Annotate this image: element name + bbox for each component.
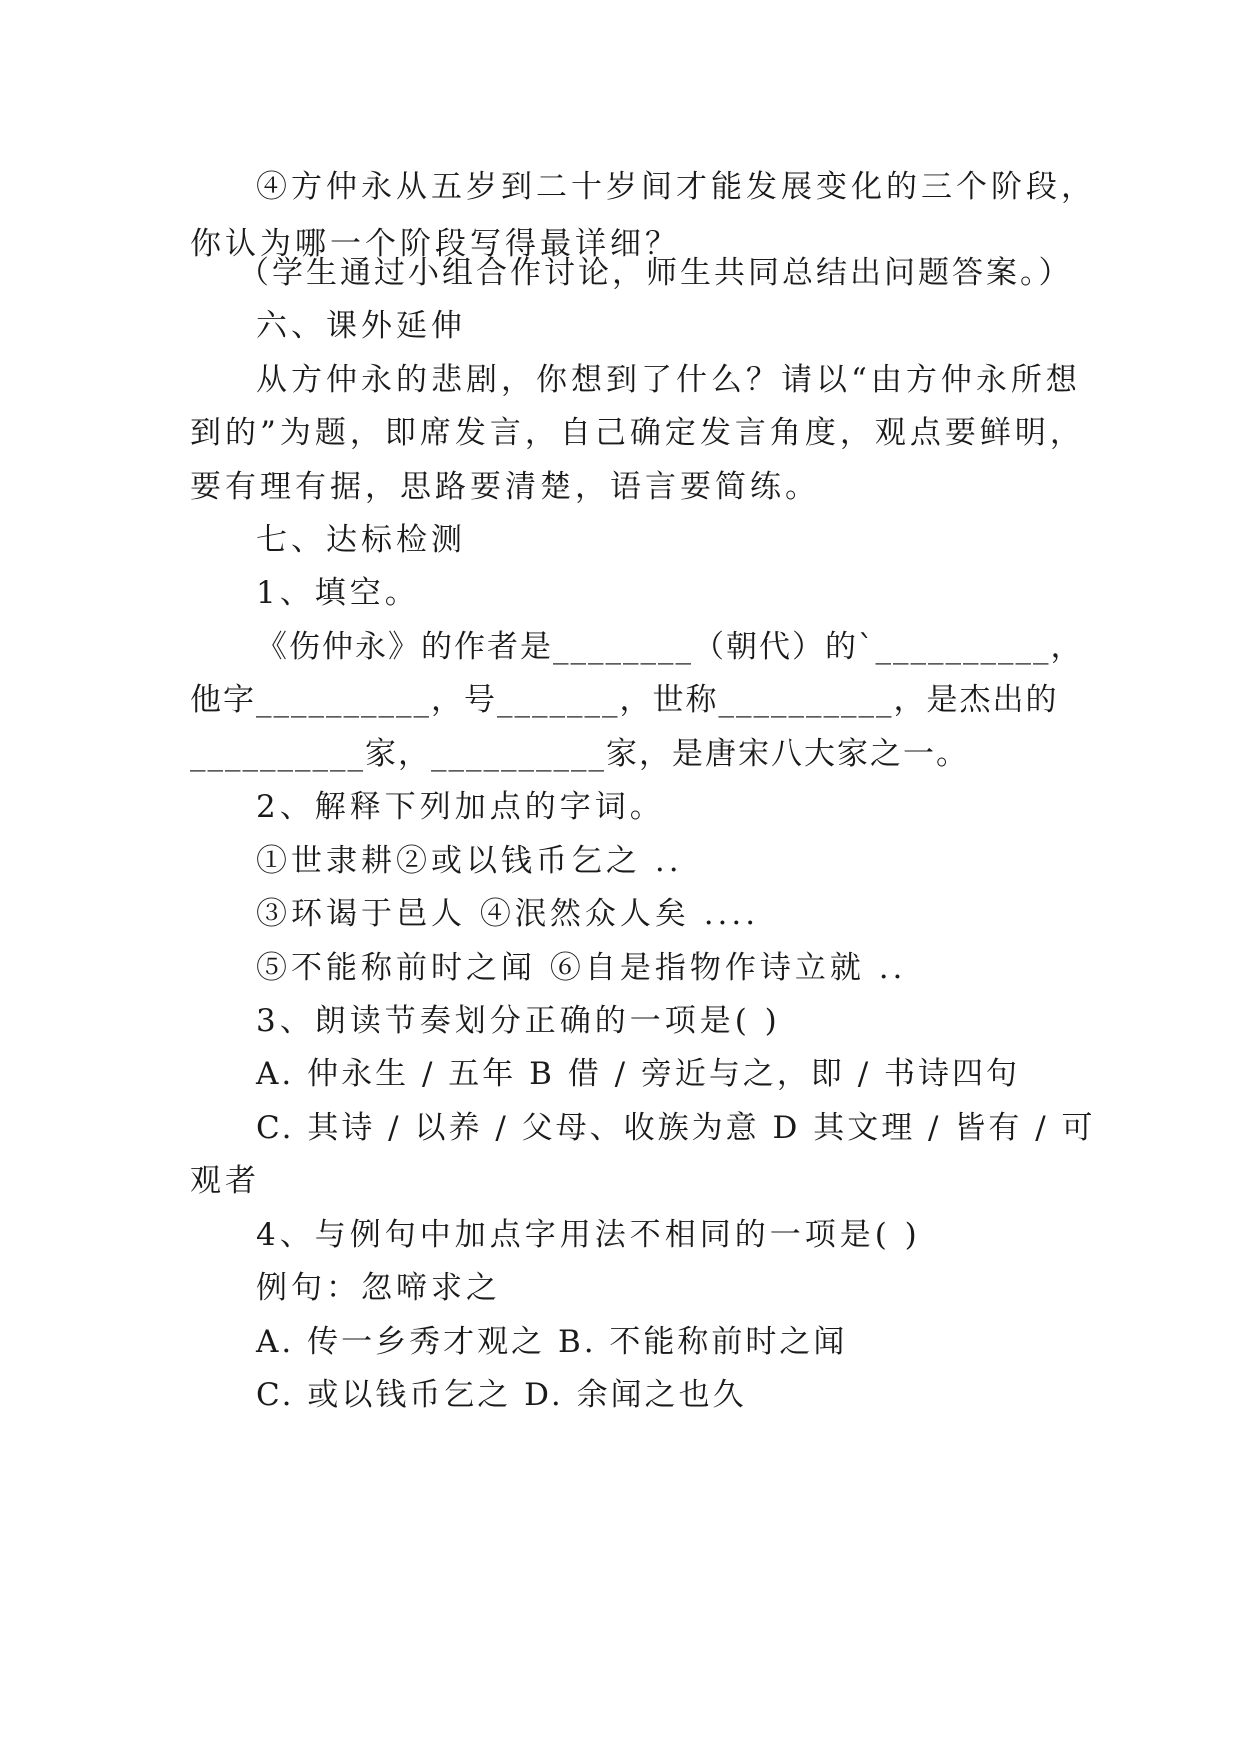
text-line: C. 其诗 / 以养 / 父母、收族为意 D 其文理 / 皆有 / 可 — [256, 1110, 1096, 1146]
text-line: A. 仲永生 / 五年 B 借 / 旁近与之，即 / 书诗四句 — [256, 1056, 1021, 1092]
section-heading: 六、课外延伸 — [256, 308, 466, 344]
text-line: 从方仲永的悲剧，你想到了什么？请以“由方仲永所想 — [256, 362, 1081, 398]
text-line: 你认为哪一个阶段写得最详细？ — [190, 226, 680, 262]
text-line: 例句：忽啼求之 — [256, 1270, 501, 1306]
text-line: 他字__________，号_______，世称__________，是杰出的 — [190, 682, 1059, 718]
text-line: 要有理有据，思路要清楚，语言要简练。 — [190, 469, 820, 505]
text-line: （学生通过小组合作讨论，师生共同总结出问题答案。） — [238, 255, 1073, 291]
question-number: 3、朗读节奏划分正确的一项是( ) — [256, 1003, 781, 1039]
text-line: C. 或以钱币乞之 D. 余闻之也久 — [256, 1377, 747, 1413]
text-line: ①世隶耕②或以钱币乞之 .. — [256, 843, 683, 879]
section-heading: 七、达标检测 — [256, 522, 466, 558]
text-line: 观者 — [190, 1163, 260, 1199]
question-number: 4、与例句中加点字用法不相同的一项是( ) — [256, 1217, 921, 1253]
text-line: __________家，__________家，是唐宋八大家之一。 — [190, 736, 969, 772]
text-line: 《伤仲永》的作者是________（朝代）的`__________， — [256, 629, 1084, 665]
question-number: 2、解释下列加点的字词。 — [256, 789, 665, 825]
question-number: 1、填空。 — [256, 575, 420, 611]
text-line: ④方仲永从五岁到二十岁间才能发展变化的三个阶段， — [256, 169, 1096, 205]
text-line: A. 传一乡秀才观之 B. 不能称前时之闻 — [256, 1324, 848, 1360]
text-line: ③环谒于邑人 ④泯然众人矣 .... — [256, 896, 760, 932]
text-line: 到的”为题，即席发言，自己确定发言角度，观点要鲜明， — [190, 415, 1085, 451]
text-line: ⑤不能称前时之闻 ⑥自是指物作诗立就 .. — [256, 950, 907, 986]
